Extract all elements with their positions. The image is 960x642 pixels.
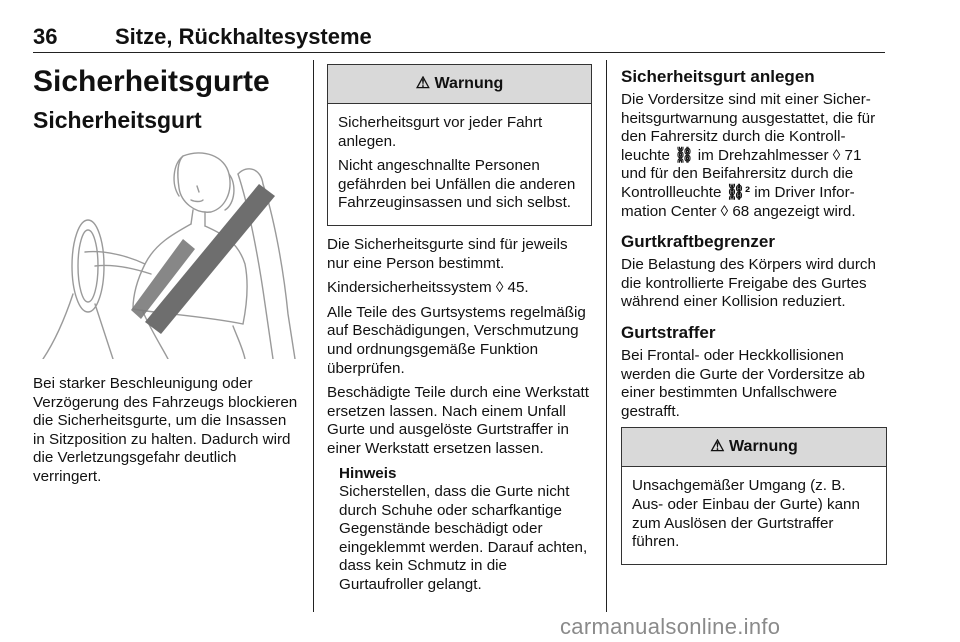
- body-paragraph: [621, 91, 887, 221]
- column-divider: [313, 60, 314, 612]
- warning-triangle-icon: ⚠: [415, 75, 431, 92]
- warning-body: [328, 104, 591, 225]
- warning-box: [327, 64, 592, 226]
- warning-header: [328, 65, 591, 104]
- heading-anlegen: Sicherheitsgurt anlegen: [621, 67, 815, 86]
- warning-box: [621, 427, 887, 564]
- warning-title: Warnung: [434, 75, 504, 92]
- section-title: Sicherheitsgurte: [33, 65, 270, 98]
- page-number: 36: [33, 24, 58, 49]
- page-header: [33, 22, 885, 53]
- seatbelt-illustration: [33, 144, 301, 359]
- seatbelt-icon: ⛓: [674, 146, 694, 164]
- warning-triangle-icon: ⚠: [710, 438, 725, 456]
- body-paragraph: Kindersicherheitssystem ◊ 45.: [327, 279, 529, 297]
- column-middle: [327, 60, 592, 601]
- warning-body: [622, 467, 886, 563]
- body-paragraph: Bei Frontal- oder Heckkollisionen werden die Gurte der Vordersitze ab einer bestimmten Unfallschwere gestrafft.: [621, 346, 865, 420]
- warning-header: [622, 428, 886, 467]
- running-title: Sitze, Rückhaltesysteme: [115, 24, 372, 49]
- body-paragraph: Die Sicherheitsgurte sind für jeweils nur eine Person bestimmt.: [327, 235, 568, 272]
- paragraph-part: Die Vordersitze sind mit einer Sicherheitsgurtwarnung ausgestattet, die für den Fahrersitz durch die Kontrollleuchte: [621, 91, 876, 164]
- body-paragraph: Alle Teile des Gurtsystems regelmäßig auf Beschädigungen, Verschmutzung und ordnungsgemäße Funktion überprüfen.: [327, 303, 586, 377]
- warning-text: Unsachgemäßer Umgang (z. B. Aus- oder Einbau der Gurte) kann zum Auslösen der Gurtstraffer führen.: [632, 477, 860, 551]
- warning-text: Nicht angeschnallte Personen gefährden bei Unfällen die anderen Fahrzeuginsassen und sich selbst.: [338, 157, 576, 212]
- body-paragraph: Beschädigte Teile durch eine Werkstatt ersetzen lassen. Nach einem Unfall Gurte und ausgelöste Gurtstraffer in einer Werkstatt ersetzen lassen.: [327, 384, 589, 457]
- subsection-title: Sicherheitsgurt: [33, 107, 202, 133]
- paragraph-part: im Drehzahlmesser ◊ 71 und für den Beifahrersitz durch die Kontrollleuchte: [621, 146, 862, 201]
- column-divider: [606, 60, 607, 612]
- paragraph-part: im Driver Information Center ◊ 68 angezeigt wird.: [621, 183, 856, 220]
- note-text: Sicherstellen, dass die Gurte nicht durch Schuhe oder scharfkantige Gegenstände beschädigt oder eingeklemmt werden. Darauf achten, dass kein Schmutz in die Gurtaufroller gelangt.: [339, 483, 588, 594]
- column-left: [33, 60, 301, 493]
- watermark: carmanualsonline.info: [560, 614, 781, 639]
- seatbelt-passenger-icon: ⛓²: [725, 183, 751, 201]
- column-right: [621, 60, 887, 575]
- heading-gurtkraftbegrenzer: Gurtkraftbegrenzer: [621, 232, 775, 252]
- note-block: [327, 465, 592, 595]
- note-title: Hinweis: [339, 464, 397, 482]
- intro-paragraph: Bei starker Beschleunigung oder Verzögerung des Fahrzeugs blockieren die Sicherheitsgurte, um die Insassen in Sitzposition zu halten. Dadurch wird die Verletzungsgefahr deutlich verringert.: [33, 375, 298, 485]
- warning-text: Sicherheitsgurt vor jeder Fahrt anlegen.: [338, 114, 543, 150]
- heading-gurtstraffer: Gurtstraffer: [621, 322, 716, 342]
- warning-title: Warnung: [729, 438, 798, 456]
- body-paragraph: Die Belastung des Körpers wird durch die kontrollierte Freigabe des Gurtes während einer Kollision reduziert.: [621, 256, 876, 311]
